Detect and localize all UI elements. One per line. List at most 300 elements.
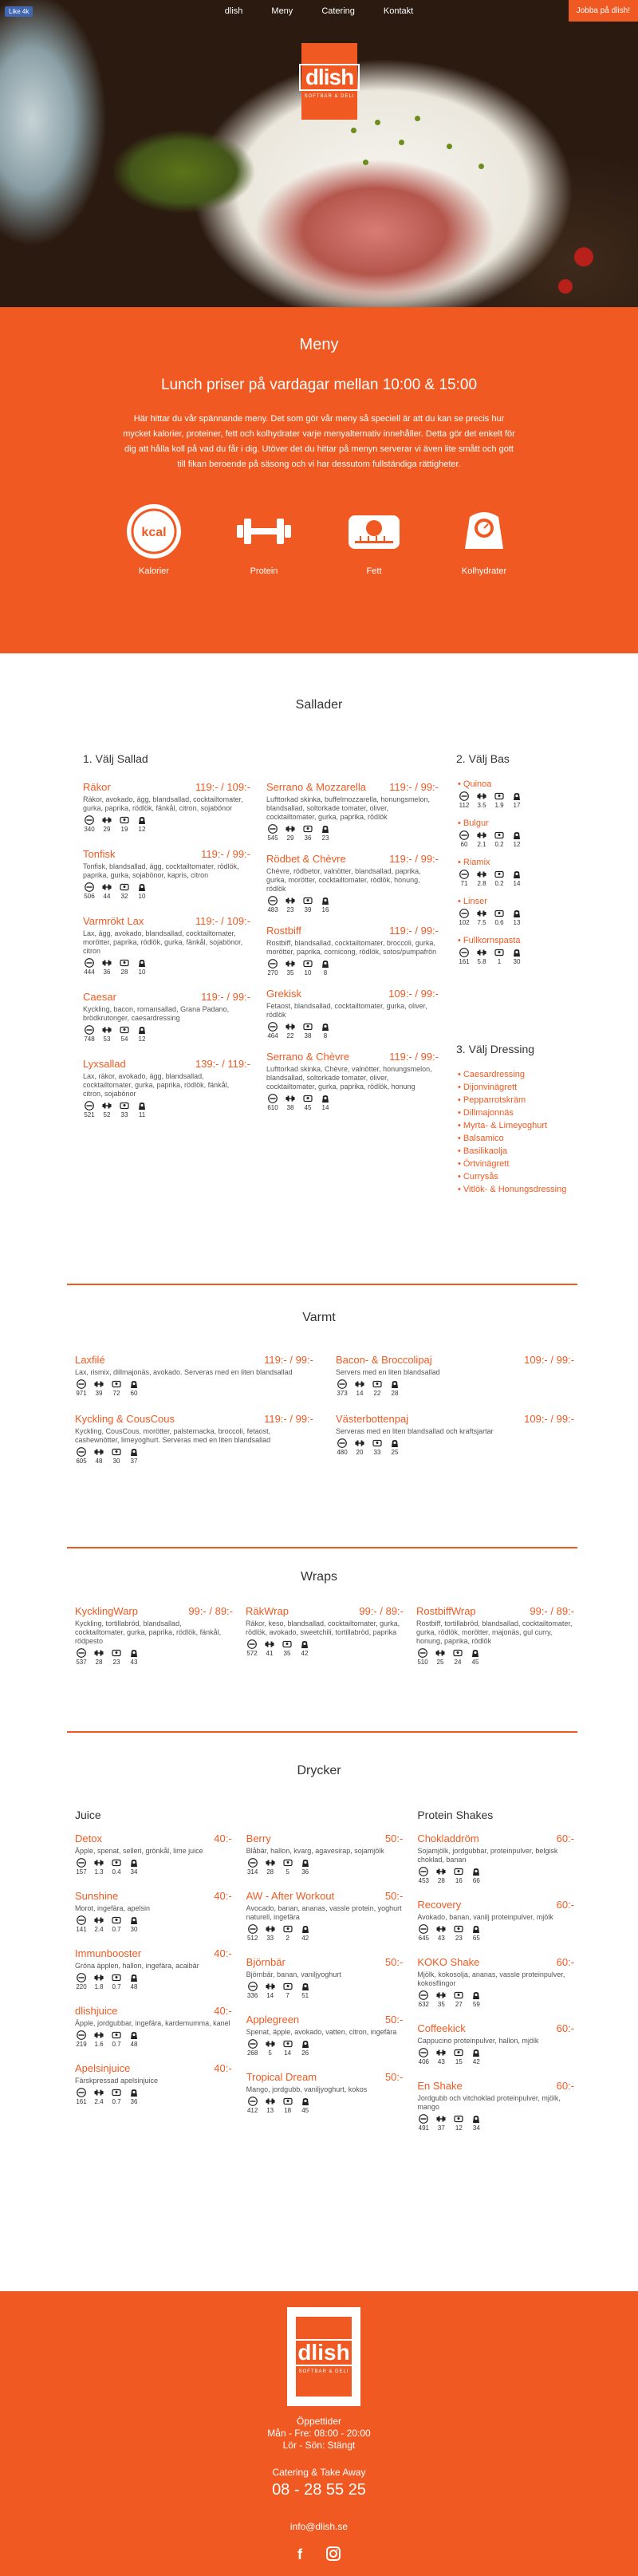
item-price: 40:-	[214, 2062, 232, 2074]
nutrition-values	[417, 1867, 574, 1884]
nut-value: 480	[337, 1449, 348, 1456]
nut-value: 1.8	[94, 1983, 104, 1990]
nav-item-catering[interactable]: Catering	[321, 6, 355, 16]
nut-kolhydrater	[470, 1924, 482, 1942]
scale-icon	[129, 1447, 139, 1457]
item-name: Immunbooster	[75, 1947, 142, 1959]
kcal-icon	[418, 1648, 427, 1658]
nut-protein	[93, 2088, 105, 2105]
nut-kolhydrater	[136, 1101, 148, 1118]
menu-item	[75, 1947, 232, 1990]
nut-protein	[353, 1438, 366, 1456]
nut-kcal	[266, 1022, 279, 1039]
nut-value: 33	[266, 1935, 274, 1942]
nut-protein	[284, 1022, 297, 1039]
measuring-tape-icon	[303, 1022, 313, 1032]
nut-value: 336	[246, 1992, 258, 1999]
nutrition-values	[336, 1438, 574, 1456]
kcal-icon	[459, 870, 469, 879]
legend-fett-label: Fett	[366, 566, 382, 576]
nut-value: 10	[304, 969, 312, 976]
item-description: Mjölk, kokosolja, ananas, vassle proteinpulver, kokosflingor	[417, 1970, 565, 1987]
scale-icon	[321, 1094, 330, 1103]
item-name: Bacon- & Broccolipaj	[336, 1354, 432, 1366]
nut-value: 0.7	[112, 2041, 121, 2048]
measuring-tape-icon	[112, 2088, 121, 2097]
item-name: Räkor	[83, 781, 111, 793]
dumbbell-icon	[94, 1447, 104, 1457]
nut-fett	[282, 2039, 294, 2057]
dumbbell-icon	[265, 1639, 274, 1649]
nav-item-kontakt[interactable]: Kontakt	[383, 6, 414, 16]
nut-value: 39	[304, 906, 312, 913]
logo[interactable]	[301, 43, 357, 120]
nut-value: 38	[304, 1032, 312, 1039]
scale-icon	[390, 1379, 400, 1389]
dressing-item[interactable]: • Örtvinägrett	[458, 1158, 577, 1170]
nut-value: 28	[391, 1390, 399, 1397]
nut-value: 572	[246, 1650, 258, 1657]
nut-fett	[118, 1025, 131, 1043]
nutrition-values	[83, 815, 250, 833]
item-price: 119:- / 99:-	[201, 991, 250, 1003]
kcal-icon	[77, 2088, 86, 2097]
intro-lunch: Lunch priser på vardagar mellan 10:00 & 15:00	[160, 377, 478, 393]
nutrition-values	[458, 791, 553, 809]
nut-value: 22	[373, 1390, 381, 1397]
nutrition-values	[336, 1379, 574, 1397]
kcal-icon	[419, 1924, 428, 1934]
menu-item	[83, 781, 250, 833]
nut-kolhydrater	[388, 1379, 401, 1397]
nut-kolhydrater	[510, 830, 523, 848]
menu-item	[75, 1413, 313, 1465]
nut-value: 19	[120, 826, 128, 833]
item-name: Rödbet & Chèvre	[266, 853, 346, 865]
section-divider	[67, 1284, 577, 1285]
item-name: Tropical Dream	[246, 2071, 317, 2083]
nut-kolhydrater	[136, 1025, 148, 1043]
item-name: dlishjuice	[75, 2005, 118, 2017]
dressing-item[interactable]: • Dijonvinägrett	[458, 1081, 577, 1094]
menu-item	[336, 1354, 574, 1397]
nut-protein	[100, 815, 113, 833]
menu-item	[417, 1832, 574, 1884]
nut-value: 112	[459, 802, 470, 809]
nut-value: 23	[112, 1659, 120, 1666]
kcal-icon	[268, 896, 278, 905]
dumbbell-icon	[94, 1379, 104, 1389]
varmt-list	[75, 1354, 574, 1477]
nut-value: 10	[138, 893, 146, 900]
dumbbell-icon	[266, 1982, 275, 1991]
measuring-tape-icon	[454, 1990, 463, 2000]
nut-kolhydrater	[128, 1973, 140, 1990]
nut-protein	[435, 2048, 447, 2065]
job-button[interactable]: Jobba på dlish!	[569, 0, 638, 22]
nut-kolhydrater	[319, 1022, 332, 1039]
drink-column-heading	[246, 1809, 404, 1821]
item-name: Caesar	[83, 991, 116, 1003]
scale-icon	[512, 948, 522, 957]
varmt-title: Varmt	[302, 1311, 336, 1324]
kcal-icon	[337, 1438, 347, 1448]
dumbbell-icon	[266, 1858, 275, 1868]
item-description: Kyckling, tortillabröd, blandsallad, cocktailtomater, gurka, paprika, rödlök, fänkål, rödpesto	[75, 1619, 222, 1645]
item-price: 40:-	[214, 2005, 232, 2017]
nut-value: 44	[103, 893, 111, 900]
facebook-icon[interactable]: f	[297, 2546, 302, 2562]
dumbbell-icon	[286, 1094, 295, 1103]
nut-value: 1.6	[94, 2041, 104, 2048]
drinks-list	[75, 1809, 574, 2146]
dumbbell-icon	[94, 1973, 104, 1982]
dressing-item[interactable]: • Caesardressing	[458, 1068, 577, 1081]
nut-value: 13	[513, 919, 521, 926]
nav-item-meny[interactable]: Meny	[271, 6, 293, 16]
item-description: Mango, jordgubb, vaniljyoghurt, kokos	[246, 2085, 368, 2093]
nut-protein	[264, 1924, 277, 1942]
section-divider	[67, 1547, 577, 1548]
nut-value: 7.5	[477, 919, 486, 926]
catering-label: Catering & Take Away	[272, 2467, 366, 2478]
nut-kcal	[266, 824, 279, 842]
nut-fett	[110, 1447, 123, 1465]
footer-logo[interactable]	[287, 2307, 360, 2406]
menu-item	[266, 988, 439, 1039]
section-divider	[67, 1731, 577, 1733]
menu-item	[75, 1605, 233, 1666]
item-price: 119:- / 99:-	[389, 925, 439, 937]
bas-item[interactable]	[458, 897, 553, 926]
sallader-section	[0, 653, 638, 1292]
nut-fett	[493, 909, 506, 926]
nutrition-values	[266, 896, 439, 913]
item-description: Gröna äpplen, hallon, ingefära, acaibär	[75, 1962, 199, 1970]
nut-value: 2.4	[94, 2098, 104, 2105]
item-name: Recovery	[417, 1899, 462, 1911]
instagram-icon[interactable]	[326, 2546, 341, 2561]
nut-kcal	[83, 1025, 96, 1043]
item-price: 119:- / 99:-	[389, 781, 439, 793]
menu-item	[246, 1605, 404, 1666]
nut-value: 20	[356, 1449, 364, 1456]
nut-value: 38	[286, 1104, 294, 1111]
logo-tagline: SOFTBAR & DELI	[304, 94, 355, 99]
nut-value: 373	[337, 1390, 348, 1397]
bas-item[interactable]	[458, 936, 553, 965]
nut-value: 43	[437, 2058, 445, 2065]
item-description: Rostbiff, blandsallad, cocktailtomater, broccoli, gurka, morötter, paprika, cornicong, rödlök, sotos/pumpafrön	[266, 939, 437, 956]
nut-fett	[281, 1639, 293, 1657]
wraps-title: Wraps	[301, 1570, 337, 1584]
nut-protein	[100, 1101, 113, 1118]
salad-list-middle	[266, 781, 439, 1122]
bas-item[interactable]	[458, 819, 553, 848]
nut-fett	[493, 870, 506, 887]
dressing-item[interactable]: • Myrta- & Limeyoghurt	[458, 1119, 577, 1132]
item-name: Sunshine	[75, 1890, 119, 1902]
kcal-icon	[77, 1379, 86, 1389]
measuring-tape-icon	[112, 1447, 121, 1457]
legend-kolhydrater-label: Kolhydrater	[461, 566, 507, 576]
scale-icon	[129, 1915, 139, 1925]
nut-value: 28	[120, 968, 128, 976]
nut-fett	[301, 1022, 314, 1039]
wraps-section	[0, 1551, 638, 1737]
intro-text: Här hittar du vår spännande meny. Det som gör vår meny så speciell är att du kan se precis hur mycket kalorier, proteiner, fett och kolhydrater varje menyalternativ innehåller. Detta gör det enkelt för dig att hålla koll på vad du får i dig. Utöver det du hittar på menyn serverar vi även lite smått och gott till fikan beroende på säsong och vi har dessutom fullständiga rättigheter.	[123, 414, 515, 469]
item-name: Lyxsallad	[83, 1058, 126, 1070]
nut-value: 605	[76, 1458, 87, 1465]
menu-item	[246, 2071, 404, 2114]
item-description: Kyckling, bacon, romansallad, Grana Padano, brödkrutonger, caesardressing	[83, 1005, 230, 1022]
dumbbell-icon	[477, 830, 486, 840]
item-name: Apelsinjuice	[75, 2062, 131, 2074]
nut-value: 36	[304, 834, 312, 842]
nut-kcal	[83, 1101, 96, 1118]
nut-kolhydrater	[128, 1447, 140, 1465]
item-price: 119:- / 99:-	[201, 848, 250, 860]
item-name: Björnbär	[246, 1956, 286, 1968]
scale-icon	[321, 959, 330, 968]
measuring-tape-icon	[494, 830, 504, 840]
svg-text:kcal: kcal	[141, 526, 167, 539]
nut-kcal	[75, 1973, 88, 1990]
measuring-tape-icon	[112, 1858, 121, 1868]
dumbbell-icon	[102, 882, 112, 892]
menu-item	[266, 853, 439, 913]
scale-icon	[454, 501, 514, 562]
nut-protein	[93, 1915, 105, 1933]
drycker-title: Drycker	[297, 1764, 341, 1777]
nut-fett	[452, 1867, 465, 1884]
kcal-icon	[459, 909, 469, 918]
measuring-tape-icon	[283, 1982, 293, 1991]
nut-kolhydrater	[470, 1867, 482, 1884]
item-name: Varmrökt Lax	[83, 915, 144, 927]
nut-value: 26	[301, 2049, 309, 2057]
nut-value: 15	[455, 2058, 463, 2065]
dumbbell-icon	[436, 2048, 446, 2057]
nut-kcal	[266, 896, 279, 913]
item-price: 50:-	[384, 1890, 404, 1902]
item-name: Serrano & Chèvre	[266, 1051, 350, 1063]
measuring-tape-icon	[112, 1915, 121, 1925]
nutrition-values	[75, 1379, 313, 1397]
nut-fett	[451, 1648, 464, 1666]
nut-value: 23	[321, 834, 329, 842]
dressing-item[interactable]: • Dillmajonnäs	[458, 1107, 577, 1119]
nut-value: 32	[120, 893, 128, 900]
nut-value: 22	[286, 1032, 294, 1039]
menu-item	[75, 2005, 232, 2048]
email-link[interactable]: info@dlish.se	[289, 2521, 349, 2532]
nut-value: 33	[120, 1111, 128, 1118]
nut-value: 0.6	[494, 919, 504, 926]
nut-kcal	[246, 2039, 259, 2057]
nut-fett	[452, 1924, 465, 1942]
nut-value: 12	[513, 841, 521, 848]
nut-kcal	[266, 959, 279, 976]
nut-value: 60	[130, 1390, 138, 1397]
scale-icon	[471, 2114, 481, 2124]
nut-value: 33	[373, 1449, 381, 1456]
menu-item	[83, 915, 250, 976]
nav-item-dlish[interactable]: dlish	[224, 6, 243, 16]
nut-kolhydrater	[299, 2039, 312, 2057]
bas-list	[458, 779, 553, 975]
nut-kcal	[75, 1915, 88, 1933]
dumbbell-icon	[234, 501, 294, 562]
dumbbell-icon	[477, 791, 486, 801]
item-price: 60:-	[556, 2022, 574, 2034]
nut-protein	[284, 959, 297, 976]
measuring-tape-icon	[112, 1648, 121, 1658]
nut-value: 45	[304, 1104, 312, 1111]
nut-fett	[110, 1915, 123, 1933]
nutrition-values	[417, 1924, 574, 1942]
nut-kolhydrater	[136, 815, 148, 833]
item-price: 60:-	[556, 1956, 574, 1968]
nut-value: 11	[138, 1111, 146, 1118]
bas-item[interactable]	[458, 779, 553, 809]
nut-value: 3.5	[477, 802, 486, 809]
measuring-tape-icon	[283, 2097, 293, 2106]
nutrition-values	[75, 1447, 313, 1465]
scale-icon	[512, 909, 522, 918]
kcal-icon	[459, 830, 469, 840]
item-description: Blåbär, hallon, kvarg, agavesirap, sojamjölk	[246, 1847, 384, 1855]
item-price: 40:-	[214, 1832, 232, 1844]
scale-icon	[471, 1648, 480, 1658]
nut-value: 220	[76, 1983, 87, 1990]
measuring-tape-icon	[112, 1379, 121, 1389]
item-name: Rostbiff	[266, 925, 301, 937]
item-name: Detox	[75, 1832, 102, 1844]
nut-value: 340	[84, 826, 95, 833]
salad-list-left	[83, 781, 250, 1134]
nut-value: 24	[454, 1659, 462, 1666]
nutrition-values	[416, 1648, 574, 1666]
menu-item	[336, 1413, 574, 1465]
dumbbell-icon	[102, 815, 112, 825]
scale-icon	[129, 1379, 139, 1389]
menu-item	[75, 2062, 232, 2105]
measuring-tape-icon	[454, 2114, 463, 2124]
dressing-item[interactable]: • Currysås	[458, 1170, 577, 1183]
kcal-icon	[85, 1101, 94, 1110]
sallader-title: Sallader	[295, 698, 343, 712]
scale-icon	[137, 882, 147, 892]
scale-icon	[137, 958, 147, 968]
dumbbell-icon	[102, 1025, 112, 1035]
scale-icon	[321, 1022, 330, 1032]
nut-kolhydrater	[128, 1915, 140, 1933]
nut-kolhydrater	[128, 2088, 140, 2105]
nut-protein	[100, 958, 113, 976]
dumbbell-icon	[94, 1648, 104, 1658]
measuring-tape-icon	[454, 2048, 463, 2057]
item-name: KOKO Shake	[417, 1956, 480, 1968]
dumbbell-icon	[436, 1990, 446, 2000]
dressing-item[interactable]: • Vitlök- & Honungsdressing	[458, 1183, 577, 1196]
nutrition-values	[417, 2114, 574, 2132]
nut-value: 27	[455, 2001, 463, 2008]
dressing-item[interactable]: • Balsamico	[458, 1132, 577, 1145]
nut-protein	[284, 896, 297, 913]
nut-protein	[264, 2097, 277, 2114]
dressing-item[interactable]: • Basilikaolja	[458, 1145, 577, 1158]
nut-protein	[475, 909, 488, 926]
legend-kcal-label: Kalorier	[139, 566, 169, 576]
facebook-like-button[interactable]: Like 4k	[5, 6, 33, 17]
step1-heading: 1. Välj Sallad	[83, 752, 148, 765]
menu-item	[75, 1354, 313, 1397]
scale-icon	[471, 1990, 481, 2000]
item-name: Kyckling & CousCous	[75, 1413, 175, 1425]
nut-kolhydrater	[470, 2048, 482, 2065]
nut-value: 12	[455, 2124, 463, 2132]
nut-fett	[110, 1973, 123, 1990]
dumbbell-icon	[286, 896, 295, 905]
item-name: KycklingWarp	[75, 1605, 138, 1617]
dumbbell-icon	[436, 1867, 446, 1876]
item-price: 40:-	[214, 1890, 232, 1902]
drink-column	[75, 1809, 232, 2146]
item-description: Lufttorkad skinka, buffelmozzarella, honungsmelon, blandsallad, soltorkade tomater, oliver, cocktailtomater, gurka, paprika, rödlök	[266, 795, 430, 821]
nut-value: 13	[266, 2107, 274, 2114]
nut-protein	[264, 1982, 277, 1999]
kcal-icon	[419, 1990, 428, 2000]
measuring-tape-icon	[494, 948, 504, 957]
nut-value: 28	[95, 1659, 103, 1666]
nut-protein	[284, 1094, 297, 1111]
nut-kcal	[246, 1982, 259, 1999]
item-description: Räkor, avokado, ägg, blandsallad, cocktailtomater, gurka, paprika, rödlök, fänkål, citron, sojabönor	[83, 795, 243, 812]
phone-number[interactable]: 08 - 28 55 25	[272, 2481, 366, 2499]
footer	[0, 2291, 638, 2576]
nut-fett	[452, 2048, 465, 2065]
nut-protein	[435, 1924, 447, 1942]
nut-protein	[434, 1648, 447, 1666]
nutrition-values	[75, 1648, 233, 1666]
nut-protein	[100, 1025, 113, 1043]
nut-protein	[475, 791, 488, 809]
nut-value: 35	[437, 2001, 445, 2008]
nut-value: 28	[266, 1868, 274, 1876]
menu-item	[246, 2014, 404, 2057]
bas-item[interactable]	[458, 858, 553, 887]
menu-item	[75, 1890, 232, 1933]
nutrition-values	[266, 1094, 439, 1111]
scale-icon	[301, 1858, 310, 1868]
nutrition-values	[246, 1924, 404, 1942]
dressing-item[interactable]: • Pepparrotskräm	[458, 1094, 577, 1107]
dumbbell-icon	[355, 1379, 364, 1389]
measuring-tape-icon	[120, 815, 129, 825]
nut-value: 42	[301, 1935, 309, 1942]
scale-icon	[300, 1639, 309, 1649]
nut-value: 0.2	[494, 880, 504, 887]
nut-value: 412	[246, 2107, 258, 2114]
nut-value: 72	[112, 1390, 120, 1397]
scale-icon	[512, 791, 522, 801]
nutrition-values	[458, 909, 553, 926]
nut-kcal	[336, 1379, 349, 1397]
item-price: 139:- / 119:-	[195, 1058, 250, 1070]
scale-icon	[471, 2048, 481, 2057]
nut-value: 65	[472, 1935, 480, 1942]
